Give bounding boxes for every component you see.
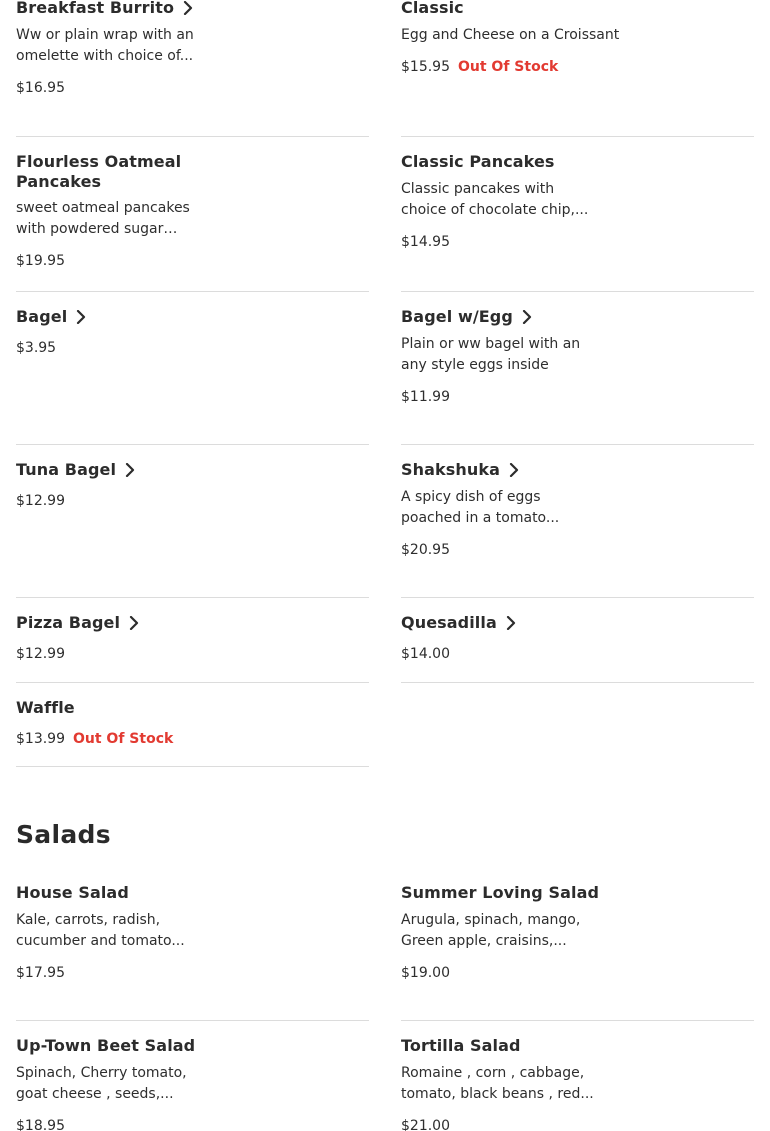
menu-item-shakshuka[interactable] xyxy=(401,460,754,598)
item-price: $20.95 xyxy=(401,542,450,558)
item-name: Tortilla Salad xyxy=(401,1036,521,1055)
item-description: Plain or ww bagel with an any style eggs inside xyxy=(401,336,581,373)
item-price: $14.95 xyxy=(401,234,450,250)
item-price: $3.95 xyxy=(16,340,57,356)
menu-item-pizza-bagel[interactable] xyxy=(16,613,369,683)
menu-item-tuna-bagel[interactable] xyxy=(16,460,369,598)
item-price: $17.95 xyxy=(16,965,65,981)
chevron-right-icon xyxy=(75,310,86,324)
item-description: Spinach, Cherry tomato, goat cheese , seeds,... xyxy=(16,1065,187,1102)
chevron-right-icon xyxy=(505,616,516,630)
menu-item-classic[interactable] xyxy=(401,0,754,137)
item-price: $15.95 xyxy=(401,59,450,75)
menu-item-flourless-oatmeal-pancakes[interactable] xyxy=(16,152,369,292)
item-name: Bagel xyxy=(16,307,68,326)
item-price: $16.95 xyxy=(16,80,65,96)
item-name: Up-Town Beet Salad xyxy=(16,1036,196,1055)
item-name: Bagel w/Egg xyxy=(401,307,513,326)
out-of-stock-badge: Out Of Stock xyxy=(73,731,174,747)
item-name: Shakshuka xyxy=(401,460,500,479)
item-name: Classic xyxy=(401,0,464,17)
item-description: Egg and Cheese on a Croissant xyxy=(401,27,620,43)
item-name: Pizza Bagel xyxy=(16,613,121,632)
item-name: Quesadilla xyxy=(401,613,497,632)
item-name: Summer Loving Salad xyxy=(401,883,600,902)
item-description: Kale, carrots, radish, cucumber and tomato... xyxy=(16,912,185,949)
chevron-right-icon xyxy=(182,1,193,15)
menu-item-house-salad[interactable] xyxy=(16,883,369,1021)
menu-item-classic-pancakes[interactable] xyxy=(401,152,754,292)
item-description: Romaine , corn , cabbage, tomato, black beans , red... xyxy=(401,1065,594,1102)
section-title-salads: Salads xyxy=(16,820,111,849)
item-price: $11.99 xyxy=(401,389,450,405)
item-price: $19.00 xyxy=(401,965,450,981)
item-name: Flourless Oatmeal Pancakes xyxy=(16,152,182,191)
menu-item-breakfast-burrito[interactable] xyxy=(16,0,369,137)
item-name: Tuna Bagel xyxy=(16,460,117,479)
menu-item-up-town-beet-salad[interactable] xyxy=(16,1036,369,1131)
menu-item-summer-loving-salad[interactable] xyxy=(401,883,754,1021)
out-of-stock-badge: Out Of Stock xyxy=(458,59,559,75)
item-name: Classic Pancakes xyxy=(401,152,555,171)
item-name: House Salad xyxy=(16,883,129,902)
menu-item-bagel-w-egg[interactable] xyxy=(401,307,754,445)
empty-cell xyxy=(401,698,754,767)
item-description: Classic pancakes with choice of chocolate chip,... xyxy=(401,181,589,218)
chevron-right-icon xyxy=(124,463,135,477)
item-price: $12.99 xyxy=(16,493,65,509)
item-price: $21.00 xyxy=(401,1118,450,1131)
menu-item-waffle[interactable] xyxy=(16,698,369,767)
item-price: $14.00 xyxy=(401,646,450,662)
item-description: sweet oatmeal pancakes with powdered sugar xyxy=(16,200,190,237)
item-description: A spicy dish of eggs poached in a tomato... xyxy=(401,489,560,526)
chevron-right-icon xyxy=(128,616,139,630)
item-description: Ww or plain wrap with an omelette with choice of... xyxy=(16,27,194,64)
menu-item-quesadilla[interactable] xyxy=(401,613,754,683)
item-name: Waffle xyxy=(16,698,75,717)
menu-item-tortilla-salad[interactable] xyxy=(401,1036,754,1131)
item-price: $19.95 xyxy=(16,253,65,269)
item-price: $12.99 xyxy=(16,646,65,662)
item-price: $13.99 xyxy=(16,731,65,747)
chevron-right-icon xyxy=(521,310,532,324)
chevron-right-icon xyxy=(508,463,519,477)
item-price: $18.95 xyxy=(16,1118,65,1131)
item-description: Arugula, spinach, mango, Green apple, craisins,... xyxy=(401,912,581,949)
item-name: Breakfast Burrito xyxy=(16,0,175,17)
menu-item-bagel[interactable] xyxy=(16,307,369,445)
